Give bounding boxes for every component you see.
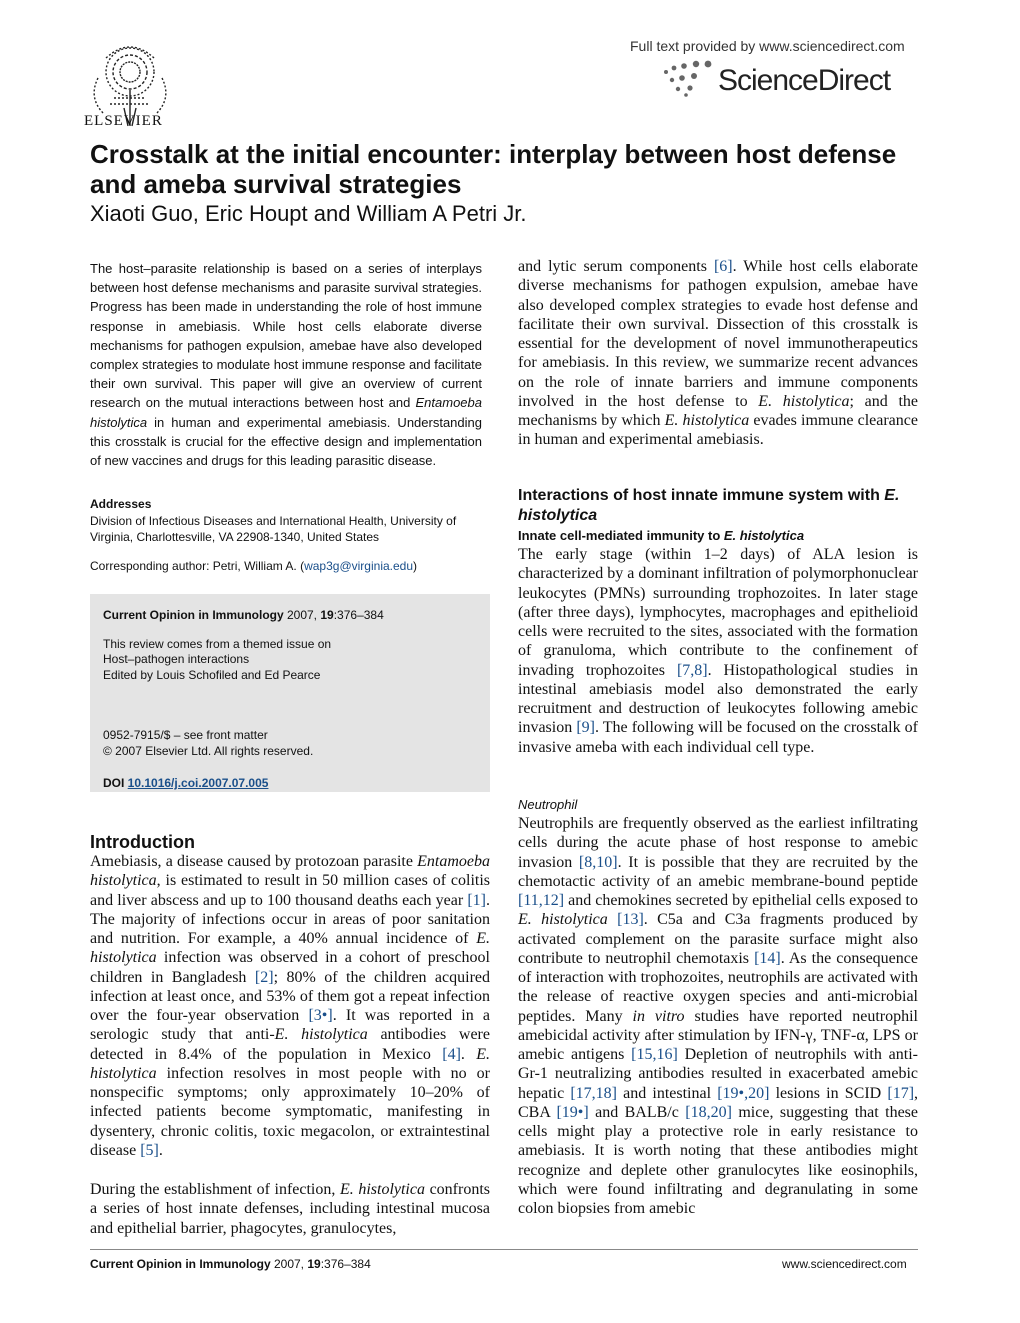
info-box (90, 594, 490, 792)
section-heading-innate: Interactions of host innate immune system with E. histolytica (518, 487, 900, 524)
reference-link[interactable]: [17,18] (570, 1084, 617, 1102)
text-run: antibodies were detected in 8.4% of the population in Mexico (90, 1026, 490, 1063)
italic-term: E. histolytica (758, 392, 850, 410)
reference-link[interactable]: [18,20] (685, 1103, 732, 1121)
publisher-wordmark: ELSEVIER (84, 113, 163, 129)
info-themed-2: Host–pathogen interactions (103, 652, 250, 666)
text-run: and BALB/c (588, 1103, 686, 1121)
italic-term: E. histolytica (90, 930, 490, 967)
text-run: . C5a and C3a fragments produced by activated complement on the parasite surface might also contribute to neutrophil chemotaxis (518, 911, 918, 967)
text-run: and chemokines secreted by epithelial cells exposed to (564, 892, 918, 909)
reference-link[interactable]: [8,10] (578, 853, 618, 871)
info-issn: 0952-7915/$ – see front matter (103, 728, 268, 742)
info-copyright: © 2007 Elsevier Ltd. All rights reserved. (103, 744, 314, 758)
text-run: Amebiasis, a disease caused by protozoan parasite (90, 853, 418, 870)
footer-citation: Current Opinion in Immunology 2007, 19:376–384 (90, 1257, 371, 1271)
text-run: infection was observed in a cohort of preschool children in Bangladesh (90, 949, 490, 986)
sciencedirect-dots-icon (658, 58, 716, 98)
italic-term: E. histolytica (274, 1026, 368, 1044)
italic-term: in vitro (632, 1007, 685, 1025)
text-run: Depletion of neutrophils with anti-Gr-1 neutralizing antibodies resulted in exacerbated amebic hepatic (518, 1046, 919, 1102)
text-run: ; and the mechanisms by which (518, 392, 918, 429)
text-run: . As the consequence of interaction with trophozoites, neutrophils are activated with the release of reactive oxygen species and anti-microbial peptides. Many (518, 949, 918, 1025)
abstract-italic: Entamoeba histolytica (90, 395, 482, 430)
info-themed-3: Edited by Louis Schofiled and Ed Pearce (103, 668, 321, 682)
introduction-heading: Introduction (90, 832, 195, 852)
addresses-heading: Addresses (90, 497, 152, 511)
text-run: studies have reported neutrophil amebicidal activity after stimulation by IFN-γ, TNF-α, LPS or amebic antigens (518, 1007, 919, 1063)
right-paragraph-1 (518, 545, 918, 757)
text-run: , CBA (518, 1084, 919, 1121)
text-run: ; 80% of the children acquired infection at least once, and 53% of them got a repeat infection over the four-year observation (90, 968, 491, 1024)
text-run: confronts a series of host innate defenses, including intestinal mucosa and epithelial barrier, phagocytes, granulocytes, (90, 1181, 490, 1237)
subsection-heading-cell-mediated: Innate cell-mediated immunity to E. histolytica (518, 528, 805, 543)
reference-link[interactable]: [3•] (308, 1007, 333, 1024)
reference-link[interactable]: [19•] (556, 1103, 589, 1121)
reference-link[interactable]: [14] (754, 949, 781, 967)
text-run: . It was reported in a serologic study that anti- (90, 1007, 490, 1044)
text-run: , is estimated to result in 50 million cases of colitis and liver abscess and up to 100 thousand deaths each year (90, 872, 490, 909)
email-link[interactable]: wap3g@virginia.edu (304, 559, 414, 573)
reference-link[interactable]: [6] (713, 258, 733, 275)
text-run: evades immune clearance in human and experimental amebiasis. (518, 412, 918, 449)
text-run: . The following will be focused on the crosstalk of invasive ameba with each individual cell type. (518, 719, 919, 756)
intro-paragraph-1 (90, 852, 490, 1160)
text-run: . (460, 1045, 477, 1063)
intro-paragraph-2 (90, 1180, 490, 1238)
footer-divider (90, 1249, 918, 1250)
right-paragraph-2 (518, 814, 918, 1218)
reference-link[interactable]: [5] (140, 1141, 159, 1159)
text-run: . While host cells elaborate diverse mechanisms for pathogen expulsion, amebae have also developed complex strategies to evade host defense and facilitate their own survival. Dissection of this crosstalk is essential for the development of novel immunotherapeutics for amebiasis. In this review, we summarize recent advances on the role of innate barriers and immune components involved in the host defense to (518, 258, 918, 410)
text-run: . It is possible that they are recruited by the chemotactic activity of an amebic membrane-bound peptide (518, 853, 919, 890)
text-run: lesions in SCID (769, 1084, 888, 1102)
text-run: The early stage (within 1–2 days) of ALA lesion is characterized by a dominant infiltration of polymorphonuclear leukocytes (PMNs) surrounding trophozoites. In later stage (after three days), lymphocytes, macrophages and epithelioid cells were recruited to the sites, associated with the formation of granuloma, which contribute to the confinement of invading trophozoites (518, 546, 918, 679)
reference-link[interactable]: [7,8] (676, 661, 708, 679)
article-title: Crosstalk at the initial encounter: interplay between host defense and ameba survival strategies (90, 139, 897, 199)
text-run: Neutrophils are frequently observed as the earliest infiltrating cells during the acute phase of host response to amebic invasion (518, 815, 918, 871)
info-citation: Current Opinion in Immunology 2007, 19:376–384 (103, 608, 384, 622)
article-authors: Xiaoti Guo, Eric Houpt and William A Petri Jr. (90, 201, 527, 226)
sciencedirect-brand: ScienceDirect (718, 64, 891, 97)
text-run: . The majority of infections occur in areas of poor sanitation and nutrition. For example, a 40% annual incidence of (90, 891, 490, 947)
text-run: . (158, 1141, 163, 1159)
reference-link[interactable]: [2] (254, 968, 274, 986)
info-themed-1: This review comes from a themed issue on (103, 637, 332, 651)
neutrophil-heading: Neutrophil (518, 797, 578, 812)
text-run: During the establishment of infection, (90, 1181, 340, 1198)
italic-term: E. histolytica (339, 1181, 425, 1198)
corresponding-author: Corresponding author: Petri, William A. (wap3g@virginia.edu) (90, 559, 418, 573)
doi-link[interactable]: 10.1016/j.coi.2007.07.005 (127, 776, 269, 790)
right-paragraph-0 (518, 257, 918, 450)
footer-url: www.sciencedirect.com (782, 1257, 907, 1271)
abstract: The host–parasite relationship is based on a series of interplays between host defense mechanisms and parasite survival strategies. Progress has been made in understanding the role of host immune response in amebiasis. While host cells elaborate diverse mechanisms for pathogen expulsion, amebae have also developed complex strategies to modulate host immune response and facilitate their own survival. This paper will give an overview of current research on the mutual interactions between host and Entamoeba histolytica in human and experimental amebiasis. Understanding this crosstalk is crucial for the effective design and implementation of new vaccines and drugs for this leading parasitic disease. (90, 261, 482, 469)
text-run: . Histopathological studies in intestinal amebiasis model also demonstrated the early recruitment and destruction of leukocytes following amebic invasion (518, 661, 918, 737)
reference-link[interactable]: [19•,20] (717, 1084, 770, 1102)
text-run: and intestinal (617, 1084, 718, 1102)
reference-link[interactable]: [15,16] (631, 1046, 678, 1063)
reference-link[interactable]: [1] (467, 891, 486, 909)
reference-link[interactable]: [9] (576, 719, 595, 737)
reference-link[interactable]: [13] (617, 911, 644, 929)
provider-line: Full text provided by www.sciencedirect.com (630, 38, 905, 54)
text-run: infection resolves in most people with no or nonspecific symptoms; only approximately 10–20% of infected patients become symptomatic, manifesting in dysentery, chronic colitis, toxic megacolon, or extraintestinal disease (90, 1064, 490, 1159)
italic-term: Entamoeba histolytica (90, 853, 490, 890)
italic-term: E. histolytica (664, 412, 750, 429)
reference-link[interactable]: [17] (887, 1084, 915, 1102)
italic-term: E. histolytica (90, 1045, 491, 1082)
text-run (608, 911, 617, 928)
reference-link[interactable]: [11,12] (518, 892, 565, 909)
text-run: mice, suggesting that these cells might play a protective role in early resistance to amebiasis. It is worth noting that these antibodies might recognize and deplete other granulocytes like eosinophils, which were found infiltrating and degranulating in some colon biopsies from amebic (518, 1103, 919, 1217)
addresses-text: Division of Infectious Diseases and International Health, University of Virginia, Charlottesville, VA 22908-1340, United States (90, 514, 457, 544)
text-run: and lytic serum components (518, 258, 714, 275)
info-doi: DOI 10.1016/j.coi.2007.07.005 (103, 776, 269, 790)
italic-term: E. histolytica (518, 911, 608, 929)
reference-link[interactable]: [4] (442, 1045, 461, 1063)
